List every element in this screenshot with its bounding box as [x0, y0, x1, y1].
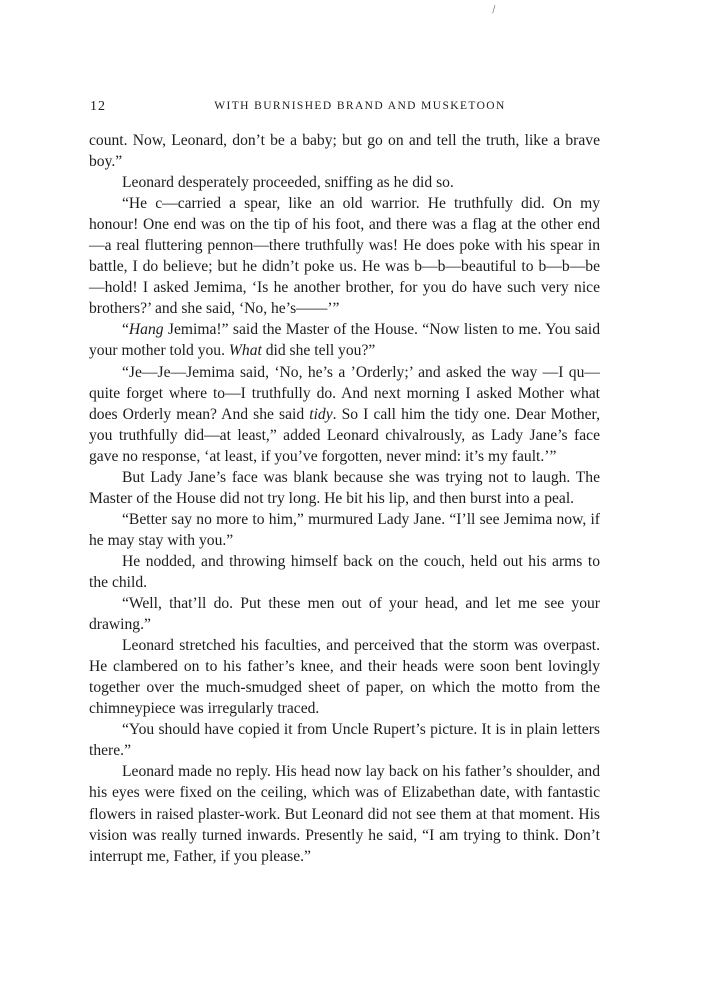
text-run: Jemima!” said the Master of the House. “Now listen to me. You said your mother told you. — [89, 321, 600, 360]
paragraph — [89, 172, 600, 193]
paragraph — [89, 635, 600, 719]
text-run: Leonard stretched his faculties, and perceived that the storm was overpast. He clambered on to his father’s knee, and their heads were soon bent lovingly together over the much-smudged sheet of paper, on which the motto from the chimneypiece was irregularly traced. — [89, 637, 600, 718]
page-number: 12 — [90, 99, 106, 114]
paragraph — [89, 761, 600, 866]
text-run: “Je—Je—Jemima said, ‘No, he’s a ’Orderly;’ and asked the way —I qu—quite forget where to—I truthfully do. And next morning I asked Mother what does Orderly mean? And she said — [89, 363, 600, 423]
paragraph — [89, 509, 600, 551]
paragraph — [89, 467, 600, 509]
paragraph — [89, 130, 600, 172]
text-run: did she tell you?” — [261, 342, 376, 360]
text-run: He nodded, and throwing himself back on the couch, held out his arms to the child. — [89, 552, 600, 591]
page-header — [90, 99, 630, 119]
text-run: count. Now, Leonard, don’t be a baby; but go on and tell the truth, like a brave boy.” — [89, 132, 600, 171]
italic-text: Hang — [128, 321, 164, 339]
paragraph — [89, 319, 600, 361]
italic-text: tidy — [309, 405, 333, 423]
stray-ink-mark: \ — [488, 2, 500, 16]
text-run: “You should have copied it from Uncle Rupert’s picture. It is in plain letters there.” — [89, 721, 600, 760]
paragraph — [89, 719, 600, 761]
text-run: Leonard made no reply. His head now lay back on his father’s shoulder, and his eyes were fixed on the ceiling, which was of Elizabethan date, with fantastic flowers in raised plaster-work. But Leonard did not see them at that moment. His vision was really turned inwards. Presently he said, “I am trying to think. Don’t interrupt me, Father, if you please.” — [89, 763, 600, 865]
italic-text: What — [228, 342, 262, 360]
text-run: “Better say no more to him,” murmured Lady Jane. “I’ll see Jemima now, if he may stay with you.” — [89, 510, 600, 549]
paragraph — [89, 593, 600, 635]
paragraph — [89, 362, 600, 467]
paragraph — [89, 551, 600, 593]
running-head: WITH BURNISHED BRAND AND MUSKETOON — [214, 100, 506, 112]
text-run: “ — [122, 321, 129, 339]
text-run: “He c—carried a spear, like an old warrior. He truthfully did. On my honour! One end was on the tip of his foot, and there was a flag at the other end—a real fluttering pennon—there truthfully was! He does poke with his spear in battle, I do believe; but he didn’t poke us. He was b—b—beautiful to b—b—be—hold! I asked Jemima, ‘Is he another brother, for you do have such very nice brothers?’ and she said, ‘No, he’s——’” — [89, 195, 600, 318]
text-run: But Lady Jane’s face was blank because she was trying not to laugh. The Master of the House did not try long. He bit his lip, and then burst into a peal. — [89, 468, 600, 507]
body-text — [89, 130, 600, 867]
text-run: Leonard desperately proceeded, sniffing as he did so. — [122, 174, 454, 192]
paragraph — [89, 193, 600, 319]
text-run: “Well, that’ll do. Put these men out of your head, and let me see your drawing.” — [89, 595, 600, 634]
text-run: . So I call him the tidy one. Dear Mother, you truthfully did—at least,” added Leonard chivalrously, as Lady Jane’s face gave no response, ‘at least, if you’ve forgotten, never mind: it’s my fault.’” — [89, 405, 600, 465]
